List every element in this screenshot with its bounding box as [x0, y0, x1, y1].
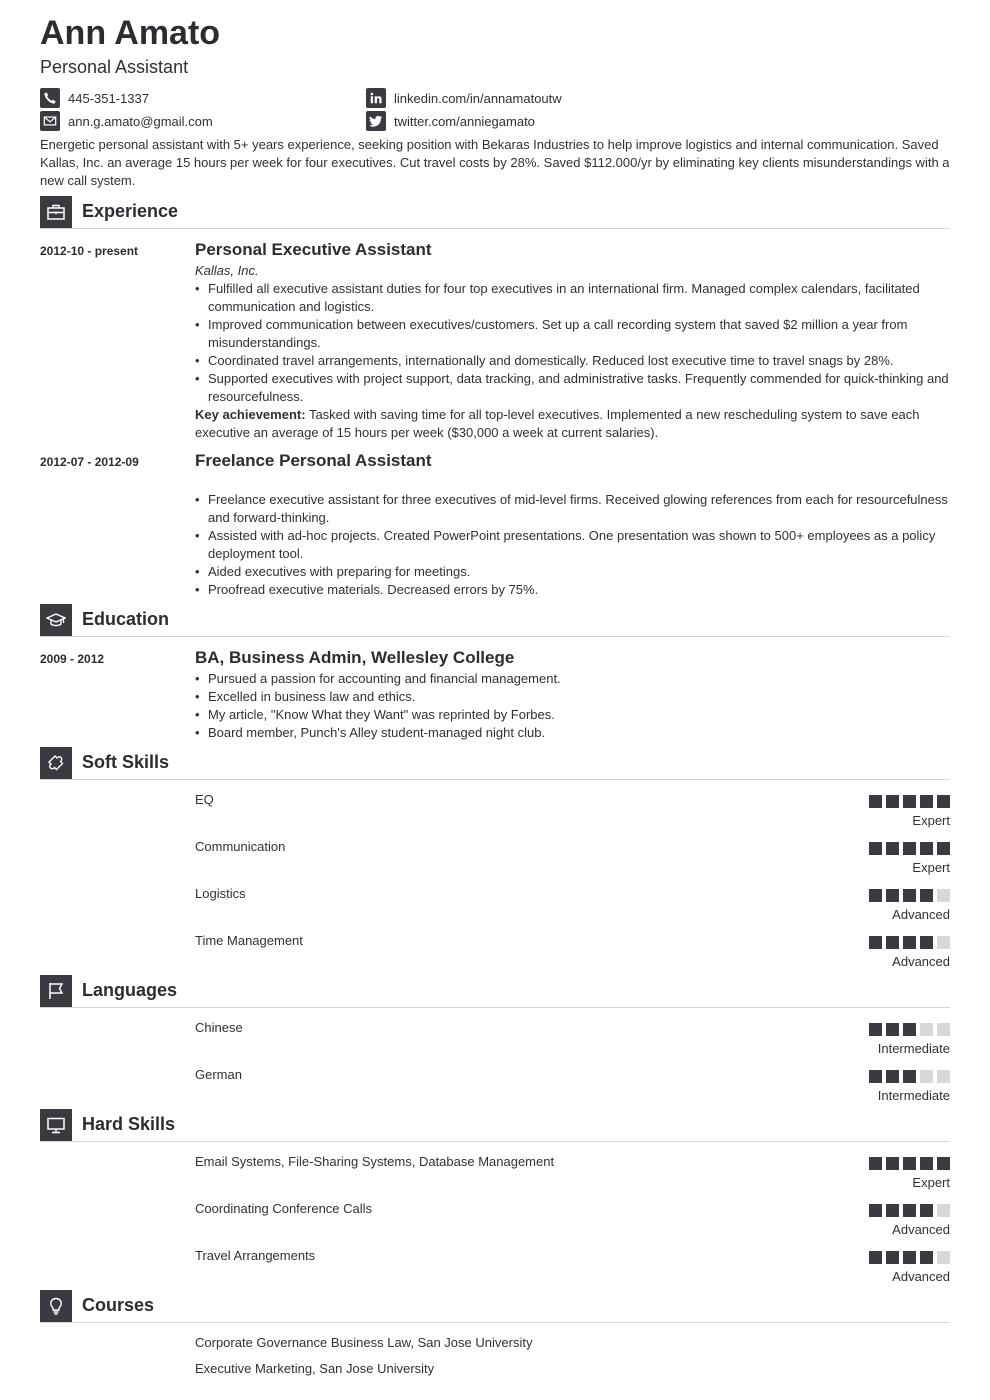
- list-item: • Improved communication between executives/customers. Set up a call recording system that saved $2 million a year from misunderstandings.: [195, 316, 955, 352]
- soft-skill-rating: [869, 936, 950, 949]
- rating-square-empty: [937, 1251, 950, 1264]
- rating-square-filled: [869, 1070, 882, 1083]
- candidate-name: Ann Amato: [40, 14, 221, 52]
- phone-icon: [40, 88, 60, 108]
- rating-square-filled: [920, 889, 933, 902]
- lightbulb-icon: [40, 1290, 72, 1322]
- list-item: • Assisted with ad-hoc projects. Created PowerPoint presentations. One presentation was shown to 500+ employees as a policy deployment tool.: [195, 527, 955, 563]
- rating-square-filled: [920, 795, 933, 808]
- rating-square-filled: [886, 842, 899, 855]
- soft-skill-rating: [869, 842, 950, 855]
- hard-skill-name: Coordinating Conference Calls: [195, 1201, 373, 1216]
- soft-skills-section-header: [40, 747, 950, 780]
- linkedin-icon: [366, 88, 386, 108]
- rating-square-filled: [903, 1157, 916, 1170]
- experience-title-1: Personal Executive Assistant: [195, 240, 432, 259]
- experience-date-2: 2012-07 - 2012-09: [40, 455, 139, 469]
- courses-section-header: [40, 1290, 950, 1323]
- rating-square-empty: [920, 1023, 933, 1036]
- rating-square-filled: [903, 1204, 916, 1217]
- list-item: • Coordinated travel arrangements, internationally and domestically. Reduced lost executive time to travel snags by 28%.: [195, 352, 955, 370]
- rating-square-filled: [869, 1157, 882, 1170]
- hard-skill-rating: [869, 1204, 950, 1217]
- education-date-1: 2009 - 2012: [40, 652, 105, 666]
- rating-square-filled: [920, 1204, 933, 1217]
- rating-square-filled: [886, 1251, 899, 1264]
- list-item: • Fulfilled all executive assistant duties for four top executives in an international firm. Managed complex calendars, facilitated communication and logistics.: [195, 280, 955, 316]
- rating-square-filled: [886, 1204, 899, 1217]
- rating-square-filled: [886, 1157, 899, 1170]
- hard-skill-rating: [869, 1157, 950, 1170]
- soft-skill-level: Advanced: [892, 907, 950, 922]
- rating-square-filled: [903, 1251, 916, 1264]
- rating-square-empty: [937, 889, 950, 902]
- language-name: German: [195, 1067, 242, 1082]
- list-item: • My article, "Know What they Want" was reprinted by Forbes.: [195, 706, 955, 724]
- education-title-1: BA, Business Admin, Wellesley College: [195, 648, 515, 667]
- experience-bullets-2: [195, 491, 955, 599]
- email-icon: [40, 111, 60, 131]
- list-item: • Aided executives with preparing for meetings.: [195, 563, 955, 581]
- soft-skill-name: Logistics: [195, 886, 246, 901]
- language-level: Intermediate: [877, 1088, 950, 1103]
- rating-square-empty: [920, 1070, 933, 1083]
- rating-square-filled: [937, 795, 950, 808]
- rating-square-filled: [903, 795, 916, 808]
- experience-date-1: 2012-10 - present: [40, 244, 139, 258]
- rating-square-empty: [937, 1070, 950, 1083]
- rating-square-filled: [886, 889, 899, 902]
- rating-square-filled: [869, 1251, 882, 1264]
- experience-bullets-1: [195, 280, 955, 406]
- list-item: • Supported executives with project support, data tracking, and administrative tasks. Frequently commended for quick-thinking and resourcefulness.: [195, 370, 955, 406]
- rating-square-filled: [920, 1251, 933, 1264]
- profile-summary: Energetic personal assistant with 5+ years experience, seeking position with Bekaras Industries to help improve logistics and internal communication. Saved Kallas, Inc. an average 15 hours per week for four executives. Cut travel costs by 28%. Saved $112.000/yr by eliminating key clients misunderstandings with a new call system.: [40, 137, 950, 188]
- key-achievement-text: Tasked with saving time for all top-level executives. Implemented a new rescheduling system to save each executive an average of 15 hours per week ($30,000 a week at current salaries).: [195, 407, 920, 440]
- graduation-cap-icon: [40, 604, 72, 636]
- rating-square-filled: [886, 795, 899, 808]
- soft-skill-level: Expert: [912, 813, 950, 828]
- experience-title-2: Freelance Personal Assistant: [195, 451, 432, 470]
- languages-heading: Languages: [82, 980, 178, 1000]
- rating-square-filled: [869, 889, 882, 902]
- rating-square-filled: [920, 1157, 933, 1170]
- rating-square-filled: [886, 936, 899, 949]
- rating-square-filled: [886, 1023, 899, 1036]
- rating-square-filled: [903, 936, 916, 949]
- soft-skill-level: Advanced: [892, 954, 950, 969]
- hard-skill-name: Email Systems, File-Sharing Systems, Database Management: [195, 1154, 555, 1169]
- rating-square-empty: [937, 1023, 950, 1036]
- rating-square-filled: [937, 842, 950, 855]
- list-item: • Pursued a passion for accounting and financial management.: [195, 670, 955, 688]
- soft-skill-name: EQ: [195, 792, 214, 807]
- language-rating: [869, 1023, 950, 1036]
- key-achievement: [195, 406, 955, 442]
- experience-company-1: Kallas, Inc.: [195, 263, 259, 278]
- email-text[interactable]: ann.g.amato@gmail.com: [68, 113, 213, 129]
- experience-section-header: [40, 196, 950, 229]
- soft-skill-rating: [869, 795, 950, 808]
- puzzle-icon: [40, 747, 72, 779]
- rating-square-empty: [937, 936, 950, 949]
- rating-square-filled: [903, 889, 916, 902]
- hard-skill-level: Advanced: [892, 1269, 950, 1284]
- rating-square-filled: [920, 842, 933, 855]
- hard-skill-level: Advanced: [892, 1222, 950, 1237]
- key-achievement-label: Key achievement:: [195, 407, 306, 422]
- hard-skills-heading: Hard Skills: [82, 1114, 176, 1134]
- briefcase-icon: [40, 196, 72, 228]
- contact-linkedin[interactable]: [366, 88, 562, 108]
- language-rating: [869, 1070, 950, 1083]
- hard-skill-name: Travel Arrangements: [195, 1248, 316, 1263]
- rating-square-filled: [869, 1204, 882, 1217]
- monitor-icon: [40, 1109, 72, 1141]
- twitter-icon: [366, 111, 386, 131]
- course-item: Corporate Governance Business Law, San Jose University: [195, 1335, 533, 1350]
- candidate-title: Personal Assistant: [40, 57, 189, 77]
- language-level: Intermediate: [877, 1041, 950, 1056]
- rating-square-filled: [903, 842, 916, 855]
- soft-skill-name: Communication: [195, 839, 286, 854]
- soft-skills-heading: Soft Skills: [82, 752, 170, 772]
- rating-square-filled: [886, 1070, 899, 1083]
- education-bullets-1: [195, 670, 955, 742]
- courses-heading: Courses: [82, 1295, 155, 1315]
- rating-square-filled: [869, 842, 882, 855]
- rating-square-filled: [869, 795, 882, 808]
- rating-square-filled: [869, 936, 882, 949]
- hard-skills-section-header: [40, 1109, 950, 1142]
- experience-heading: Experience: [82, 201, 179, 221]
- twitter-text[interactable]: twitter.com/anniegamato: [394, 113, 535, 129]
- education-section-header: [40, 604, 950, 637]
- rating-square-filled: [869, 1023, 882, 1036]
- contact-twitter[interactable]: [366, 111, 535, 131]
- rating-square-empty: [937, 1204, 950, 1217]
- hard-skill-level: Expert: [912, 1175, 950, 1190]
- list-item: • Freelance executive assistant for three executives of mid-level firms. Received glowing references from each for resourcefulness and forward-thinking.: [195, 491, 955, 527]
- course-item: Executive Marketing, San Jose University: [195, 1361, 435, 1376]
- hard-skill-rating: [869, 1251, 950, 1264]
- list-item: • Excelled in business law and ethics.: [195, 688, 955, 706]
- language-name: Chinese: [195, 1020, 243, 1035]
- rating-square-filled: [920, 936, 933, 949]
- rating-square-filled: [903, 1070, 916, 1083]
- linkedin-text[interactable]: linkedin.com/in/annamatoutw: [394, 90, 562, 106]
- phone-text: 445-351-1337: [68, 90, 149, 106]
- list-item: • Proofread executive materials. Decreased errors by 75%.: [195, 581, 955, 599]
- contact-phone: [40, 88, 149, 108]
- rating-square-filled: [903, 1023, 916, 1036]
- soft-skill-name: Time Management: [195, 933, 303, 948]
- flag-icon: [40, 975, 72, 1007]
- languages-section-header: [40, 975, 950, 1008]
- soft-skill-rating: [869, 889, 950, 902]
- rating-square-filled: [937, 1157, 950, 1170]
- education-heading: Education: [82, 609, 170, 629]
- soft-skill-level: Expert: [912, 860, 950, 875]
- contact-email[interactable]: [40, 111, 213, 131]
- list-item: • Board member, Punch's Alley student-managed night club.: [195, 724, 955, 742]
